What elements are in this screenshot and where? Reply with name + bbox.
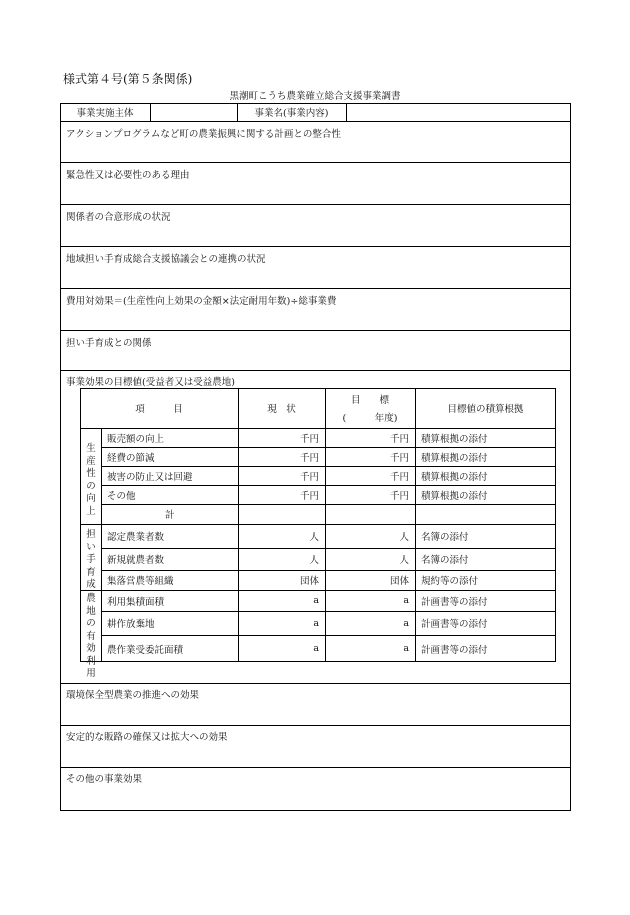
section-consensus: 関係者の合意形成の状況 — [66, 212, 171, 223]
row-basis: 計画書等の添付 — [421, 596, 488, 608]
section-cost-effectiveness: 費用対効果＝(生産性向上効果の金額×法定耐用年数)÷総事業費 — [66, 296, 337, 307]
row-total: 計 — [165, 510, 175, 521]
row-basis: 計画書等の添付 — [421, 644, 488, 656]
row-divider — [60, 288, 571, 289]
col-divider — [346, 103, 347, 121]
row-item: 被害の防止又は回避 — [107, 471, 193, 483]
document-title: 黒潮町こうち農業確立総合支援事業調書 — [229, 91, 401, 102]
row-target-unit: 千円 — [389, 490, 409, 502]
row-item: 経費の節減 — [107, 452, 155, 464]
header-current: 現 状 — [267, 404, 296, 415]
header-target: 目 標 — [350, 395, 389, 406]
section-eco-farming: 環境保全型農業の推進への効果 — [66, 690, 200, 701]
row-target-unit: 千円 — [389, 452, 409, 464]
row-target-unit: 人 — [399, 532, 409, 543]
row-current-unit: 千円 — [299, 490, 319, 502]
section-sales-channel: 安定的な販路の確保又は拡大への効果 — [66, 732, 228, 743]
project-label: 事業名(事業内容) — [254, 108, 329, 119]
col-divider — [150, 103, 151, 121]
section-urgency-reason: 緊急性又は必要性のある理由 — [66, 170, 190, 181]
row-target-unit: 団体 — [389, 576, 409, 587]
group-label-productivity: 生 産 性 の 向 上 — [86, 443, 96, 517]
row-basis: 名簿の添付 — [421, 532, 469, 543]
row-divider — [60, 121, 571, 122]
row-divider — [60, 767, 571, 768]
row-divider — [60, 204, 571, 205]
group-label-farmland: 農 地 の 有 効 利 用 — [86, 593, 96, 679]
row-item: 耕作放棄地 — [107, 619, 155, 630]
form-number: 様式第４号(第５条関係) — [63, 72, 193, 86]
header-basis: 目標値の積算根拠 — [447, 404, 524, 415]
row-item: 農作業受委託面積 — [107, 644, 184, 656]
row-target-unit: a — [403, 617, 409, 629]
row-divider — [60, 725, 571, 726]
row-current-unit: 人 — [309, 532, 319, 543]
row-divider — [60, 683, 571, 684]
row-item: 利用集積面積 — [107, 596, 165, 608]
section-council-coordination: 地域担い手育成総合支援協議会との連携の状況 — [66, 254, 266, 265]
row-current-unit: 千円 — [299, 471, 319, 483]
row-divider — [60, 246, 571, 247]
implementer-label: 事業実施主体 — [76, 108, 134, 119]
row-item: その他 — [107, 490, 136, 502]
row-basis: 積算根拠の添付 — [421, 471, 488, 483]
col-divider — [415, 388, 416, 662]
project-field[interactable] — [348, 103, 569, 121]
row-current-unit: a — [313, 617, 319, 629]
section-plan-consistency: アクションプログラムなど町の農業振興に関する計画との整合性 — [66, 129, 341, 140]
row-divider — [60, 162, 571, 163]
row-current-unit: a — [313, 643, 319, 654]
header-item: 項 目 — [135, 404, 183, 415]
row-basis: 名簿の添付 — [421, 555, 469, 566]
row-current-unit: 千円 — [299, 433, 319, 445]
row-item: 認定農業者数 — [107, 532, 165, 543]
header-target-year: ( 年度) — [342, 413, 398, 424]
row-target-unit: 人 — [399, 555, 409, 566]
section-successor-relation: 担い手育成との関係 — [66, 338, 152, 349]
row-target-unit: a — [403, 643, 409, 654]
row-basis: 計画書等の添付 — [421, 619, 488, 630]
row-current-unit: 千円 — [299, 452, 319, 464]
row-target-unit: 千円 — [389, 433, 409, 445]
implementer-field[interactable] — [152, 103, 235, 121]
row-basis: 積算根拠の添付 — [421, 452, 488, 464]
row-target-unit: a — [403, 595, 409, 606]
row-item: 販売額の向上 — [107, 433, 165, 445]
row-divider — [60, 370, 571, 371]
row-target-unit: 千円 — [389, 471, 409, 483]
row-basis: 積算根拠の添付 — [421, 433, 488, 445]
section-target-values: 事業効果の目標値(受益者又は受益農地) — [66, 377, 235, 388]
row-item: 新規就農者数 — [107, 555, 165, 566]
row-item: 集落営農等組織 — [107, 576, 174, 587]
group-label-successors: 担 い 手 育 成 — [86, 529, 96, 590]
row-current-unit: 団体 — [299, 576, 319, 587]
row-divider — [60, 330, 571, 331]
row-basis: 規約等の添付 — [421, 576, 479, 587]
col-divider — [101, 428, 102, 662]
row-current-unit: 人 — [309, 555, 319, 566]
section-other-effects: その他の事業効果 — [66, 774, 143, 785]
row-basis: 積算根拠の添付 — [421, 490, 488, 502]
row-current-unit: a — [313, 595, 319, 606]
